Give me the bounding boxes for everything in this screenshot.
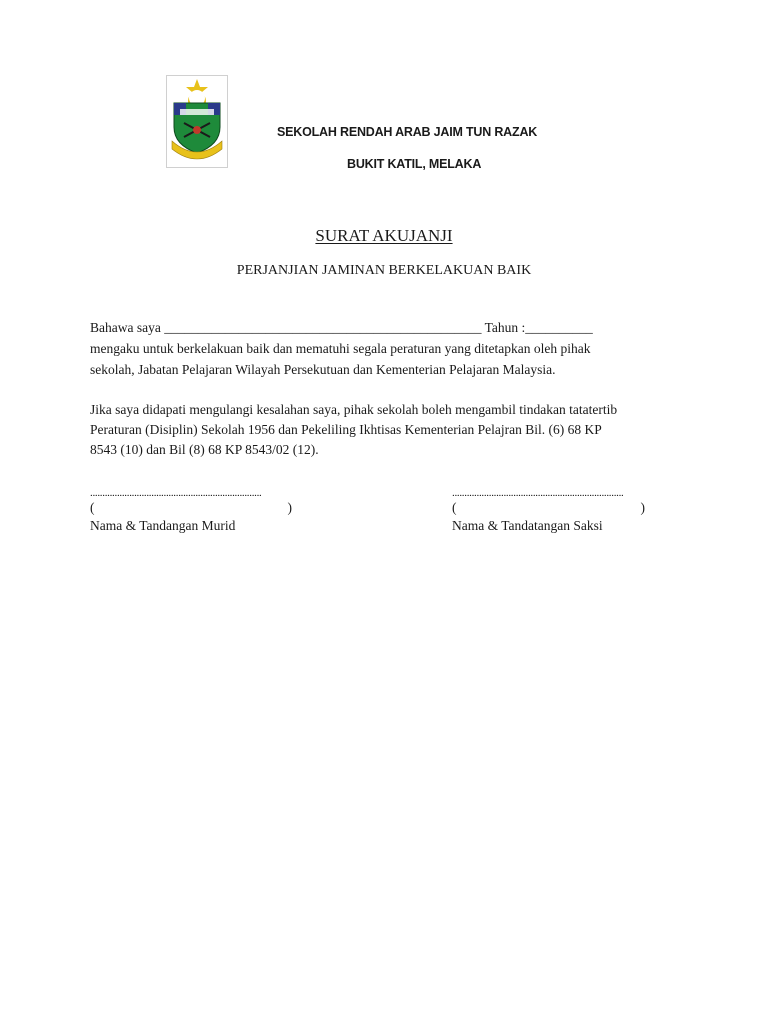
witness-signature-line: ...................................................................... <box>452 487 624 499</box>
student-signature-line: ...................................................................... <box>90 487 262 499</box>
paragraph2-line: Peraturan (Disiplin) Sekolah 1956 dan Pekeliling Ikhtisas Kementerian Pelajran Bil. (6) 68 KP <box>90 422 602 437</box>
student-name-parentheses: ( ) <box>90 500 292 515</box>
paragraph1-line: Bahawa saya _______________________________________________ Tahun :__________ <box>90 320 593 335</box>
school-name: SEKOLAH RENDAH ARAB JAIM TUN RAZAK <box>277 125 538 139</box>
paragraph2-line: Jika saya didapati mengulangi kesalahan saya, pihak sekolah boleh mengambil tindakan tatatertib <box>90 402 618 417</box>
paragraph2-line: 8543 (10) dan Bil (8) 68 KP 8543/02 (12). <box>90 442 319 457</box>
document-title: SURAT AKUJANJI <box>315 226 453 245</box>
document-subtitle: PERJANJIAN JAMINAN BERKELAKUAN BAIK <box>236 263 532 278</box>
student-signature-label: Nama & Tandangan Murid <box>90 518 236 533</box>
paragraph1-line: mengaku untuk berkelakuan baik dan mematuhi segala peraturan yang ditetapkan oleh pihak <box>90 341 591 356</box>
paragraph1-line: sekolah, Jabatan Pelajaran Wilayah Persekutuan dan Kementerian Pelajaran Malaysia. <box>90 362 556 377</box>
witness-name-parentheses: ( ) <box>452 500 645 515</box>
school-crest-icon <box>166 75 228 168</box>
witness-signature-label: Nama & Tandatangan Saksi <box>452 518 603 533</box>
school-location: BUKIT KATIL, MELAKA <box>347 157 482 171</box>
